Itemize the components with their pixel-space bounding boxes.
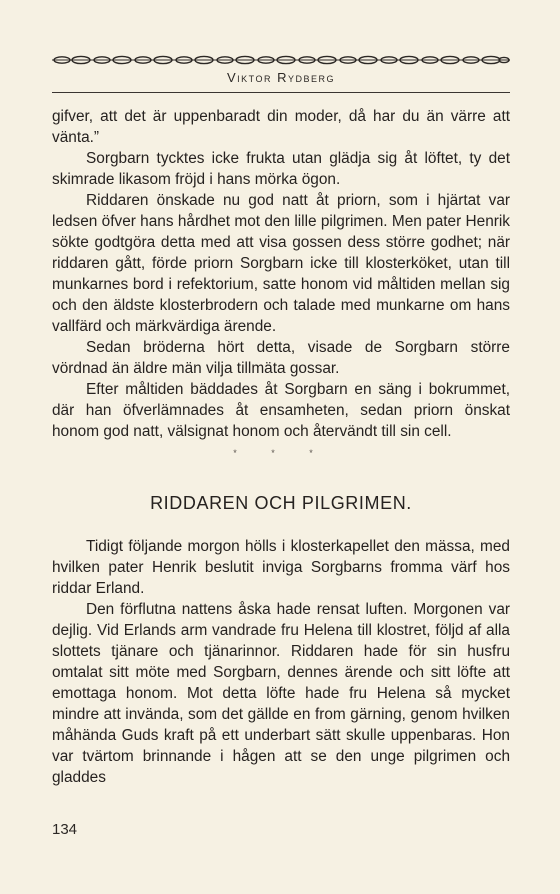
- paragraph: Sorgbarn tycktes icke frukta utan glädja sig åt löftet, ty det skimrade likasom fröjd i hans mörka ögon.: [52, 150, 510, 188]
- header-rule: [52, 92, 510, 93]
- section-break-asterisks: * * *: [233, 448, 329, 458]
- paragraph: Sedan bröderna hört detta, visade de Sorgbarn större vördnad än äldre män vilja tillmäta gossar.: [52, 339, 510, 377]
- chapter-title: RIDDAREN OCH PILGRIMEN.: [150, 493, 412, 513]
- paragraph: Riddaren önskade nu god natt åt priorn, som i hjärtat var ledsen öfver hans hårdhet mot den lille pilgrimen. Men pater Henrik sökte godtgöra detta med att visa gossen dess större godhet; när riddaren gått, förde priorn Sorgbarn icke till klosterköket, utan till munkarnes bord i refektorium, satte honom vid måltiden mellan sig och den äldste klosterbrodern och talade med munkarne om hans vallfärd och märkvärdiga ärende.: [52, 192, 510, 335]
- paragraph: Efter måltiden bäddades åt Sorgbarn en säng i bokrummet, där han öfverlämnades åt ensamheten, sedan priorn önskat honom god natt, välsignat honom och återvändt till sin cell.: [52, 381, 510, 440]
- decorative-chain-border: [52, 55, 510, 65]
- body-text: [52, 106, 510, 788]
- paragraph: gifver, att det är uppenbaradt din moder, då har du än värre att vänta.”: [52, 108, 510, 146]
- running-head: Viktor Rydberg: [226, 70, 336, 85]
- paragraph: Tidigt följande morgon hölls i klosterkapellet den mässa, med hvilken pater Henrik beslutit inviga Sorgbarns fromma värf hos riddar Erland.: [52, 538, 510, 597]
- page-number: 134: [52, 821, 78, 838]
- paragraph: Den förflutna nattens åska hade rensat luften. Morgonen var dejlig. Vid Erlands arm vandrade fru Helena till klostret, följd af alla slottets tjänare och tjänarinnor. Riddaren hade för sin husfru omtalat sitt möte med Sorgbarn, dennes ärende och sitt löfte att emottaga honom. Mot detta löfte hade fru Helena så mycket mindre att invända, som det gällde en from gärning, genom hvilken måhända Guds kraft på ett underbart sätt skulle uppenbaras. Hon var tvärtom brinnande i hågen att se den unge pilgrimen och gladdes: [52, 601, 510, 786]
